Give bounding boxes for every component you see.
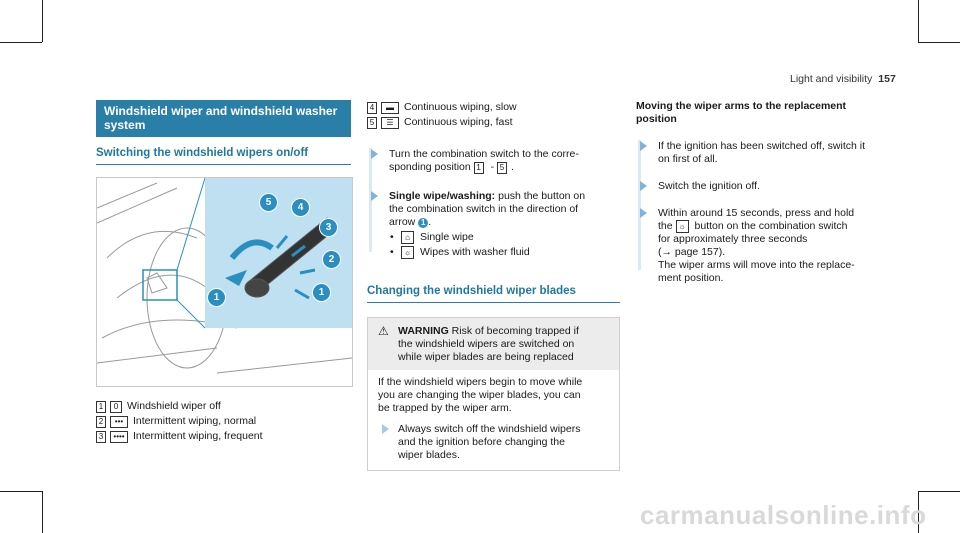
- section-title-bar: Windshield wiper and windshield washer system: [96, 100, 351, 137]
- callout-2: 2: [322, 250, 341, 269]
- warning-text: the windshield wipers are switched on: [398, 338, 575, 350]
- step-text: If the ignition has been switched off, switch it: [658, 140, 866, 152]
- continuous-fast-icon: ☰: [381, 117, 399, 129]
- bullet-text: Single wipe: [420, 231, 474, 243]
- legend-text: Continuous wiping, fast: [404, 116, 513, 128]
- crop-mark: [0, 491, 42, 492]
- callout-1: 1: [312, 283, 331, 302]
- crop-mark: [0, 42, 42, 43]
- heading-line: Moving the wiper arms to the replacement: [636, 100, 847, 112]
- position-number: 5: [367, 117, 377, 129]
- subheading-blades: Changing the windshield wiper blades: [367, 285, 620, 303]
- warning-text: while wiper blades are being replaced: [398, 351, 574, 363]
- legend-text: Windshield wiper off: [127, 400, 221, 412]
- dashboard-illustration: [97, 178, 352, 386]
- step-text: Within around 15 seconds, press and hold: [658, 207, 855, 219]
- crop-mark: [42, 0, 43, 42]
- legend-row: [96, 414, 351, 429]
- legend-row: [367, 100, 620, 115]
- right-column: [636, 100, 896, 285]
- period: .: [428, 216, 432, 228]
- step-text: ment position.: [658, 272, 724, 284]
- step-bold-label: Single wipe/washing:: [389, 190, 496, 202]
- crop-mark: [918, 491, 960, 492]
- bullet-item: [389, 246, 620, 259]
- step-arrow-icon: [640, 181, 647, 191]
- step-text-part: push the button on: [495, 190, 586, 202]
- position-number: 3: [96, 431, 106, 443]
- instruction-step: [636, 140, 896, 166]
- crop-mark: [918, 0, 919, 42]
- warning-step-text: wiper blades.: [398, 449, 460, 461]
- warning-header: [368, 318, 619, 370]
- warning-step-text: and the ignition before changing the: [398, 436, 565, 448]
- continuous-slow-icon: ▬: [381, 102, 399, 114]
- step-text: Turn the combination switch to the corre-: [389, 148, 579, 160]
- page-reference-link[interactable]: (→ page 157).: [658, 246, 726, 258]
- instruction-step: [367, 148, 620, 174]
- warning-triangle-icon: ⚠: [378, 324, 389, 338]
- step-arrow-icon: [640, 208, 647, 218]
- step-arrow-icon: [640, 141, 647, 151]
- legend-text: Continuous wiping, slow: [404, 101, 517, 113]
- step-text-part: button on the combination switch: [694, 220, 848, 232]
- page-number: 157: [878, 73, 896, 85]
- step-text: on first of all.: [658, 153, 718, 165]
- crop-mark: [918, 42, 960, 43]
- section-title: Light and visibility: [790, 73, 873, 85]
- step-text: Switch the ignition off.: [658, 180, 760, 192]
- position-number: 1: [96, 401, 106, 413]
- warning-body-text: you are changing the wiper blades, you can: [378, 389, 581, 401]
- step-text: [658, 220, 896, 233]
- step-arrow-icon: [371, 149, 378, 159]
- step-text-part: arrow: [389, 216, 416, 228]
- wiper-off-icon: 0: [110, 401, 122, 413]
- washer-fluid-icon: • ☼: [401, 246, 414, 259]
- single-wipe-icon: • ⌂: [401, 231, 414, 244]
- warning-text-part: Risk of becoming trapped if: [448, 325, 579, 337]
- intermittent-normal-icon: •••: [110, 416, 128, 428]
- step-text: [389, 161, 620, 174]
- warning-step: [378, 423, 609, 462]
- step-text: the combination switch in the direction of: [389, 203, 579, 215]
- warning-step-text: Always switch off the windshield wipers: [398, 423, 581, 435]
- page-header: [790, 73, 896, 85]
- legend-row: [96, 429, 351, 444]
- watermark: carmanualsonline.info: [640, 500, 927, 530]
- arrow-callout: 1: [418, 218, 428, 228]
- step-text-part: sponding position: [389, 161, 471, 173]
- heading-line: position: [636, 113, 677, 125]
- intermittent-frequent-icon: ••••: [110, 431, 128, 443]
- crop-mark: [42, 491, 43, 533]
- legend-text: Intermittent wiping, normal: [133, 415, 257, 427]
- callout-arrow-1: 1: [207, 288, 226, 307]
- step-arrow-icon: [382, 424, 389, 434]
- warning-body-text: be trapped by the wiper arm.: [378, 402, 512, 414]
- heading-replacement: [636, 100, 896, 126]
- step-arrow-icon: [371, 191, 378, 201]
- position-number: 2: [96, 416, 106, 428]
- bullet-text: Wipes with washer fluid: [420, 246, 530, 258]
- callout-5: 5: [259, 193, 278, 212]
- step-text: for approximately three seconds: [658, 233, 808, 245]
- legend-list: [96, 399, 351, 444]
- instruction-step: [636, 180, 896, 193]
- legend-row: [367, 115, 620, 130]
- legend-text: Intermittent wiping, frequent: [133, 430, 263, 442]
- warning-body: [368, 370, 619, 470]
- warning-label: WARNING: [398, 325, 449, 337]
- position-number: 4: [367, 102, 377, 114]
- instruction-step: [367, 190, 620, 259]
- legend-row: [96, 399, 351, 414]
- warning-box: [367, 317, 620, 471]
- left-column: [96, 100, 351, 444]
- subheading-wipers: Switching the windshield wipers on/off: [96, 147, 351, 165]
- washer-button-icon: ☼: [676, 220, 689, 233]
- step-text: [389, 216, 620, 229]
- bullet-item: [389, 231, 620, 244]
- position-number: 1: [474, 162, 484, 174]
- step-text: The wiper arms will move into the replace-: [658, 259, 855, 271]
- period: .: [511, 161, 514, 173]
- middle-column: [367, 100, 620, 471]
- instruction-step: [636, 207, 896, 285]
- position-number: 5: [497, 162, 507, 174]
- step-text-part: the: [658, 220, 673, 232]
- wiper-switch-figure: [96, 177, 353, 387]
- warning-text: [398, 325, 609, 338]
- callout-3: 3: [319, 218, 338, 237]
- warning-body-text: If the windshield wipers begin to move while: [378, 376, 583, 388]
- callout-4: 4: [291, 198, 310, 217]
- step-text: [389, 190, 620, 203]
- dash: -: [487, 161, 497, 173]
